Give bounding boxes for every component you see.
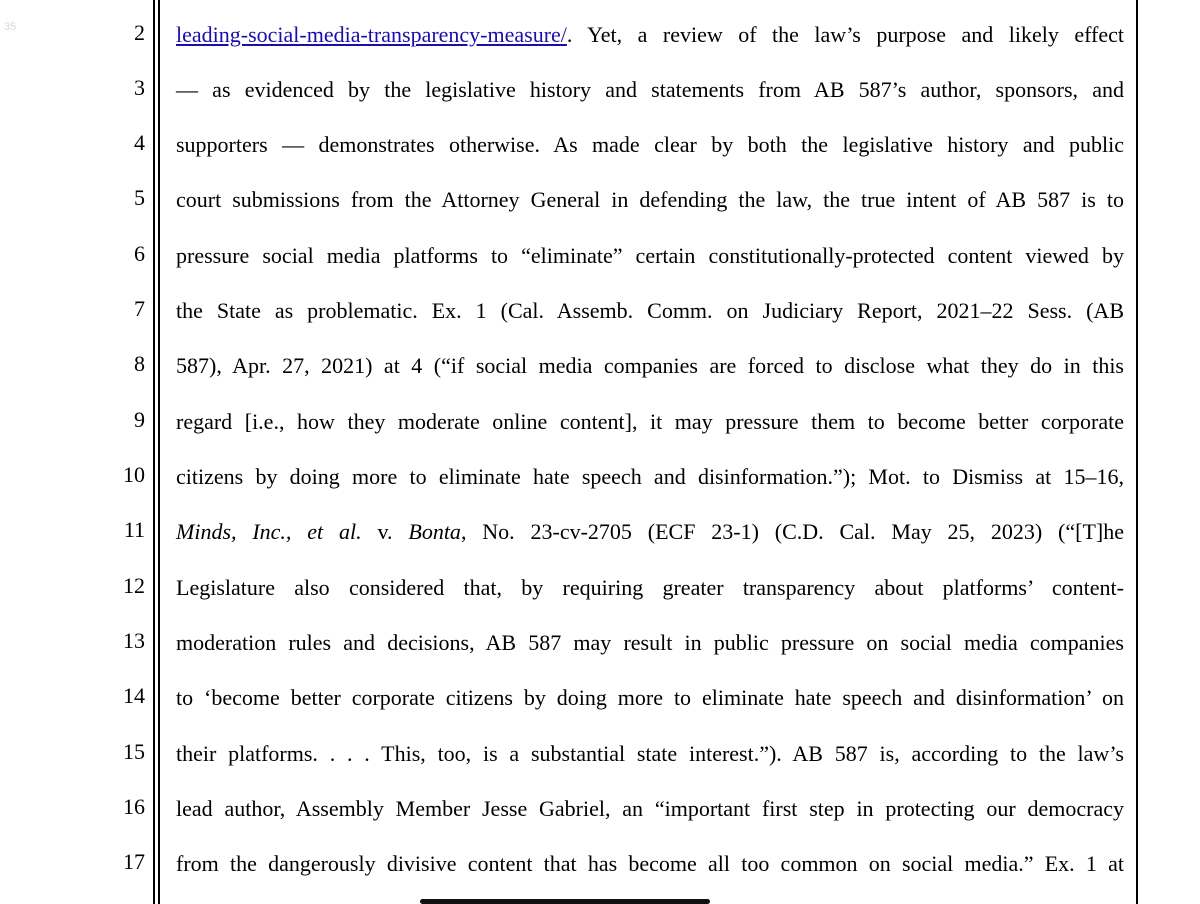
- horizontal-scrollbar-thumb[interactable]: [420, 899, 710, 904]
- page-corner-number: 35: [4, 21, 17, 33]
- text-line-3: — as evidenced by the legislative history and statements from AB 587’s author, sponsors, and: [176, 77, 1124, 102]
- text-line-12: Legislature also considered that, by requiring greater transparency about platforms’ content-: [176, 575, 1124, 600]
- line-number: 8: [134, 351, 145, 376]
- line-number: 15: [123, 739, 145, 764]
- line-number: 2: [134, 20, 145, 45]
- text-line-5: court submissions from the Attorney General in defending the law, the true intent of AB 587 is to: [176, 187, 1124, 212]
- text-line-8: 587), Apr. 27, 2021) at 4 (“if social media companies are forced to disclose what they do in this: [176, 353, 1124, 378]
- text-line-11: [176, 519, 1124, 545]
- text-line-4: supporters — demonstrates otherwise. As made clear by both the legislative history and public: [176, 132, 1124, 157]
- line-number: 6: [134, 241, 145, 266]
- text-line-9: regard [i.e., how they moderate online content], it may pressure them to become better corporate: [176, 409, 1124, 434]
- right-margin-rule: [1136, 0, 1138, 904]
- left-margin-rule-inner: [158, 0, 160, 904]
- transparency-measure-link[interactable]: leading-social-media-transparency-measure/: [176, 22, 567, 47]
- text-line-6: pressure social media platforms to “eliminate” certain constitutionally-protected content viewed by: [176, 243, 1124, 268]
- text-line-17: from the dangerously divisive content that has become all too common on social media.” Ex. 1 at: [176, 851, 1124, 876]
- text-line-14: to ‘become better corporate citizens by doing more to eliminate hate speech and disinformation’ on: [176, 685, 1124, 710]
- line-number: 14: [123, 683, 145, 708]
- line-number: 9: [134, 407, 145, 432]
- case-party-2: Bonta: [408, 519, 461, 544]
- line-number: 3: [134, 75, 145, 100]
- case-party-1: Minds, Inc., et al.: [176, 519, 362, 544]
- left-margin-rule-outer: [153, 0, 155, 904]
- text-line-13: moderation rules and decisions, AB 587 may result in public pressure on social media companies: [176, 630, 1124, 655]
- text-segment: , No. 23-cv-2705 (ECF 23-1) (C.D. Cal. May 25, 2023) (“[T]he: [460, 519, 1125, 544]
- text-line-10: citizens by doing more to eliminate hate speech and disinformation.”); Mot. to Dismiss at 15–16,: [176, 464, 1124, 489]
- case-versus: v.: [361, 519, 409, 544]
- text-line-2: [176, 22, 1124, 48]
- text-segment: . Yet, a review of the law’s purpose and likely effect: [566, 22, 1124, 47]
- line-number: 5: [134, 185, 145, 210]
- line-number: 10: [123, 462, 145, 487]
- line-number-column: [0, 0, 145, 904]
- line-number: 4: [134, 130, 145, 155]
- line-number: 11: [123, 517, 145, 542]
- line-number: 7: [134, 296, 145, 321]
- text-line-16: lead author, Assembly Member Jesse Gabriel, an “important first step in protecting our democracy: [176, 796, 1124, 821]
- text-line-7: the State as problematic. Ex. 1 (Cal. Assemb. Comm. on Judiciary Report, 2021–22 Sess. (AB: [176, 298, 1124, 323]
- text-line-15: their platforms. . . . This, too, is a substantial state interest.”). AB 587 is, according to the law’s: [176, 741, 1124, 766]
- line-number: 16: [123, 794, 145, 819]
- line-number: 12: [123, 573, 145, 598]
- line-number: 17: [123, 849, 145, 874]
- line-number: 13: [123, 628, 145, 653]
